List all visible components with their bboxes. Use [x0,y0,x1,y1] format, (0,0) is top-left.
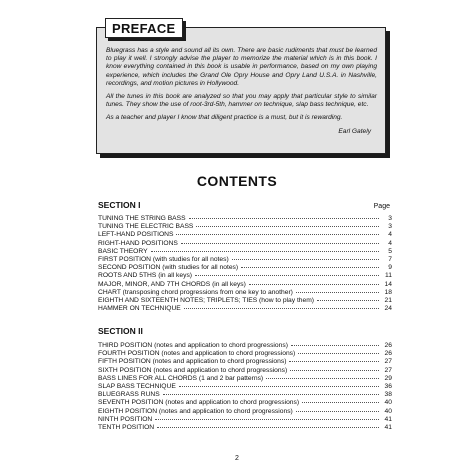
section-2-label: SECTION II [98,326,143,336]
toc-entry-page: 3 [388,223,392,231]
toc-entry [98,408,392,416]
toc-entry-title: EIGHTH POSITION (notes and application to chord progressions) [98,407,293,415]
dot-leader [317,300,379,301]
section-2-list [98,342,392,432]
toc-entry-title: MAJOR, MINOR, AND 7TH CHORDS (in all keys) [98,280,246,288]
dot-leader [291,345,379,346]
dot-leader [249,284,379,285]
dot-leader [296,411,379,412]
toc-entry-title: CHART (transposing chord progressions from one key to another) [98,288,293,296]
toc-entry-title: TENTH POSITION [98,423,155,431]
dot-leader [151,251,379,252]
toc-entry-page: 27 [384,366,392,374]
toc-entry-title: THIRD POSITION (notes and application to chord progressions) [98,342,288,349]
toc-entry-page: 38 [384,391,392,399]
toc-entry-page: 41 [384,415,392,423]
toc-entry-page: 9 [388,264,392,272]
toc-entry [98,350,392,358]
dot-leader [157,427,379,428]
toc-entry [98,383,392,391]
toc-entry-page: 11 [385,272,392,280]
dot-leader [298,353,379,354]
dot-leader [184,308,379,309]
toc-entry-title: TUNING THE ELECTRIC BASS [98,223,194,231]
toc-entry [98,416,392,424]
section-1-header [98,200,390,210]
toc-entry-page: 27 [384,358,392,366]
dot-leader [302,402,379,403]
dot-leader [290,370,379,371]
dot-leader [163,394,379,395]
dot-leader [176,234,379,235]
toc-entry [98,231,392,239]
page-number: 2 [235,455,239,462]
toc-entry-page: 24 [384,305,392,313]
toc-entry-title: ROOTS AND 5THS (in all keys) [98,272,193,280]
dot-leader [266,378,379,379]
toc-entry-page: 5 [388,247,392,255]
toc-entry-page: 4 [388,231,392,239]
preface-paragraph-1: Bluegrass has a style and sound all its own. There are basic rudiments that must be learned to play it well. I strongly advise the player to memorize the material which is in this book. I know everything contained in this book is usable in performance, based on my own playing experience, which includes the Grand Ole Opry House and Opry Land U.S.A. in Nashville, recordings, and motion pictures in Hollywood. [106,47,377,87]
toc-entry [98,240,392,248]
preface-paragraph-2: All the tunes in this book are analyzed so that you may apply that particular style to similar tunes. They show the use of root-3rd-5th, hammer on technique, slap bass technique, etc. [106,93,377,109]
preface-box [96,27,386,154]
toc-entry [98,367,392,375]
toc-entry [98,256,392,264]
toc-entry-page: 7 [388,255,392,263]
toc-entry-title: BASS LINES FOR ALL CHORDS (1 and 2 bar patterns) [98,374,264,382]
toc-entry-title: RIGHT-HAND POSITIONS [98,239,178,247]
toc-entry-title: NINTH POSITION [98,415,153,423]
toc-entry [98,399,392,407]
toc-entry [98,281,392,289]
preface-signature: Earl Gately [338,127,371,135]
toc-entry-title: SLAP BASS TECHNIQUE [98,382,176,390]
toc-entry [98,375,392,383]
dot-leader [189,218,379,219]
toc-entry-title: FOURTH POSITION (notes and application to chord progressions) [98,350,296,358]
toc-entry [98,342,392,350]
dot-leader [179,386,379,387]
toc-entry [98,264,392,272]
toc-entry [98,215,392,223]
toc-entry-page: 4 [388,239,392,247]
section-1-list [98,215,392,313]
toc-entry [98,248,392,256]
toc-entry-title: FIRST POSITION (with studies for all notes) [98,255,229,263]
toc-entry [98,297,392,305]
dot-leader [181,243,379,244]
toc-entry-page: 40 [384,399,392,407]
toc-entry [98,305,392,313]
page-column-label: Page [373,203,390,210]
toc-entry-page: 29 [384,374,392,382]
preface-paragraph-3: As a teacher and player I know that diligent practice is a must, but it is rewarding. [106,114,343,122]
section-1-label: SECTION I [98,200,141,210]
dot-leader [232,259,379,260]
dot-leader [155,419,379,420]
toc-entry-title: BASIC THEORY [98,247,148,255]
contents-title: CONTENTS [196,173,278,189]
dot-leader [296,292,379,293]
preface-title: PREFACE [105,18,183,38]
toc-entry-page: 14 [384,280,392,288]
toc-entry [98,223,392,231]
toc-entry-title: LEFT-HAND POSITIONS [98,231,174,239]
toc-entry-title: TUNING THE STRING BASS [98,215,186,222]
section-2-header [98,326,390,336]
toc-entry-title: SECOND POSITION (with studies for all notes) [98,264,239,272]
toc-entry-title: SEVENTH POSITION (notes and application to chord progressions) [98,399,300,407]
toc-entry-page: 21 [384,296,392,304]
toc-entry-title: HAMMER ON TECHNIQUE [98,305,181,313]
dot-leader [196,226,379,227]
dot-leader [195,275,379,276]
toc-entry [98,424,392,432]
toc-entry-page: 36 [384,382,392,390]
toc-entry-page: 26 [384,342,392,349]
toc-entry-page: 18 [384,288,392,296]
toc-entry-title: EIGHTH AND SIXTEENTH NOTES; TRIPLETS; TIES (how to play them) [98,296,315,304]
toc-entry-page: 26 [384,350,392,358]
toc-entry-page: 40 [384,407,392,415]
toc-entry [98,391,392,399]
toc-entry [98,289,392,297]
dot-leader [289,361,379,362]
toc-entry-title: FIFTH POSITION (notes and application to chord progressions) [98,358,287,366]
toc-entry-page: 41 [384,423,392,431]
toc-entry-title: SIXTH POSITION (notes and application to chord progressions) [98,366,288,374]
toc-entry [98,358,392,366]
toc-entry-page: 3 [388,215,392,222]
toc-entry-title: BLUEGRASS RUNS [98,391,160,399]
toc-entry [98,272,392,280]
dot-leader [241,267,379,268]
